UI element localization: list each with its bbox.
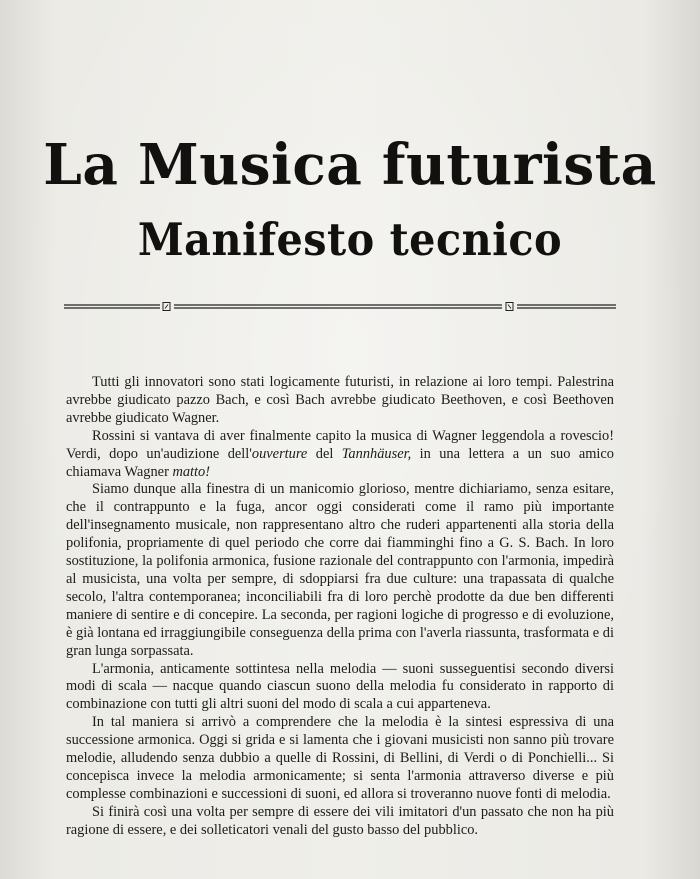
paragraph-2: [66, 428, 614, 482]
manifesto-body: [66, 374, 614, 840]
paragraph-2-text-c: in una lettera a un suo amico chiamava Wagner: [66, 445, 614, 480]
italic-tannhauser: Tannhäuser,: [341, 445, 412, 462]
document-title: La Musica futurista: [43, 132, 657, 198]
ornamental-rule: [64, 301, 616, 313]
paragraph-6: Si finirà così una volta per sempre di essere dei vili imitatori d'un passato che non ha più ragione di essere, e dei solleticatori venali del gusto basso del pubblico.: [66, 803, 614, 838]
document-subtitle: Manifesto tecnico: [137, 213, 563, 266]
paragraph-5: In tal maniera si arrivò a comprendere che la melodia è la sintesi espressiva di una successione armonica. Oggi si grida e si lamenta che i giovani musicisti non sanno più trovare melodie, alludendo senza dubbio a quelle di Rossini, di Bellini, di Verdi o di Ponchielli... Si concepisca invece la melodia armonicamente; si senta l'armonia attraverso diverse e più complesse combinazioni e successioni di suoni, ed allora si troveranno nuove fonti di melodia.: [66, 714, 614, 802]
italic-matto: matto!: [172, 463, 211, 480]
paragraph-1: Tutti gli innovatori sono stati logicamente futuristi, in relazione ai loro tempi. Palestrina avrebbe giudicato pazzo Bach, e così Bach avrebbe giudicato Beethoven, e così Beethoven avrebbe giudicato Wagner.: [66, 374, 614, 426]
paragraph-4: L'armonia, anticamente sottintesa nella melodia — suoni susseguentisi secondo diversi modi di scala — nacque quando ciascun suono della melodia fu considerato in rapporto di combinazione con tutti gli altri suoni del modo di scala a cui apparteneva.: [66, 660, 614, 713]
italic-ouverture: ouverture: [251, 445, 308, 462]
paragraph-2-text-a: Rossini si vantava di aver finalmente capito la musica di Wagner leggendola a rovescio! Verdi, dopo un'audizione dell': [66, 427, 614, 462]
paragraph-2-text-b: del: [307, 445, 342, 462]
paragraph-3: Siamo dunque alla finestra di un manicomio glorioso, mentre dichiariamo, senza esitare, che il contrappunto e la fuga, ancor oggi considerati come il ramo più importante dell'insegnamento musicale, non rappresentano altro che ruderi appartenenti alla storia della polifonia, propriamente di quel periodo che corre dai fiamminghi fino a G. S. Bach. In loro sostituzione, la polifonia armonica, fusione razionale del contrappunto con l'armonia, impedirà al musicista, una volta per sempre, di sdoppiarsi fra due culture: una trapassata di qualche secolo, l'altra contemporanea; inconciliabili fra di loro perchè prodotte da due ben differenti maniere di sentire e di concepire. La seconda, per ragioni logiche di progresso e di evoluzione, è già lontana ed irraggiungibile conseguenza della prima con l'averla riassunta, trasformata e di gran lunga sorpassata.: [66, 481, 614, 659]
